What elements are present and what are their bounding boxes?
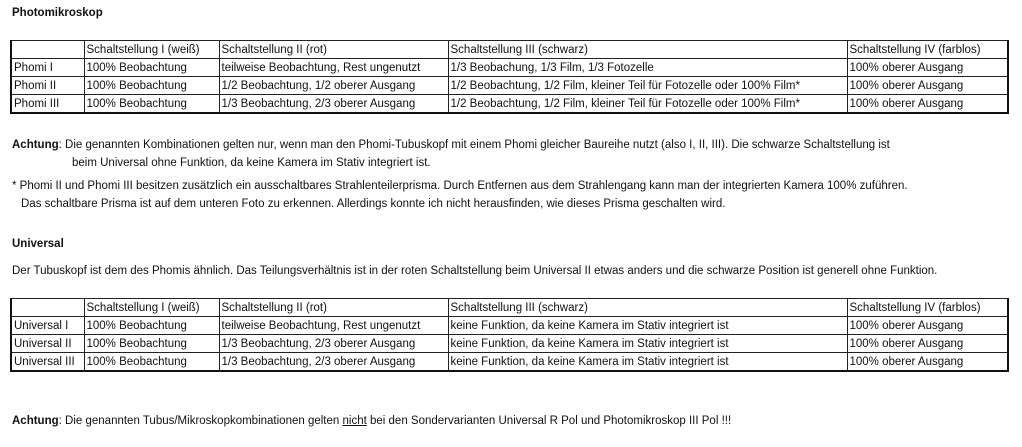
- row-label: Universal II: [11, 335, 84, 353]
- table-cell: 100% Beobachtung: [84, 77, 219, 95]
- column-header: Schaltstellung III (schwarz): [448, 41, 847, 59]
- column-header: [11, 299, 84, 317]
- table-cell: 1/3 Beobachung, 1/3 Film, 1/3 Fotozelle: [448, 59, 847, 77]
- table-row: [11, 77, 1008, 95]
- column-header: Schaltstellung II (rot): [219, 299, 448, 317]
- achtung-note: [12, 136, 890, 172]
- table-row: [11, 317, 1008, 335]
- table-cell: 100% Beobachtung: [84, 59, 219, 77]
- footnote: [12, 177, 908, 213]
- table-header-row: [11, 299, 1008, 317]
- table-cell: 100% oberer Ausgang: [847, 95, 1008, 114]
- table-cell: 1/3 Beobachtung, 2/3 oberer Ausgang: [219, 335, 448, 353]
- final-note-underlined: nicht: [342, 415, 367, 427]
- table-cell: 100% oberer Ausgang: [847, 335, 1008, 353]
- table-cell: 1/3 Beobachtung, 2/3 oberer Ausgang: [219, 95, 448, 114]
- table-cell: 1/3 Beobachtung, 2/3 oberer Ausgang: [219, 353, 448, 372]
- row-label: Universal III: [11, 353, 84, 372]
- table-cell: 100% Beobachtung: [84, 317, 219, 335]
- final-achtung-label: Achtung: [12, 415, 59, 427]
- universal-table: [10, 298, 1009, 372]
- achtung-note-line2: beim Universal ohne Funktion, da keine Kamera im Stativ integriert ist.: [72, 157, 431, 169]
- table-cell: teilweise Beobachtung, Rest ungenutzt: [219, 59, 448, 77]
- section-title-universal: Universal: [12, 238, 64, 250]
- table-row: [11, 59, 1008, 77]
- row-label: Phomi III: [11, 95, 84, 114]
- table-cell: 1/2 Beobachtung, 1/2 Film, kleiner Teil für Fotozelle oder 100% Film*: [448, 77, 847, 95]
- column-header: Schaltstellung IV (farblos): [847, 299, 1008, 317]
- table-cell: keine Funktion, da keine Kamera im Stativ integriert ist: [448, 335, 847, 353]
- table-header-row: [11, 41, 1008, 59]
- table-cell: 1/2 Beobachtung, 1/2 Film, kleiner Teil für Fotozelle oder 100% Film*: [448, 95, 847, 114]
- column-header: Schaltstellung III (schwarz): [448, 299, 847, 317]
- table-cell: teilweise Beobachtung, Rest ungenutzt: [219, 317, 448, 335]
- final-note-pre: : Die genannten Tubus/Mikroskopkombinationen gelten: [58, 415, 343, 427]
- table-row: [11, 353, 1008, 372]
- universal-intro: Der Tubuskopf ist dem des Phomis ähnlich. Das Teilungsverhältnis ist in der roten Schaltstellung beim Universal II etwas anders und die schwarze Position ist generell ohne Funktion.: [12, 265, 938, 277]
- column-header: Schaltstellung I (weiß): [84, 299, 219, 317]
- row-label: Phomi II: [11, 77, 84, 95]
- table-cell: 100% Beobachtung: [84, 95, 219, 114]
- column-header: Schaltstellung IV (farblos): [847, 41, 1008, 59]
- table-cell: 100% oberer Ausgang: [847, 353, 1008, 372]
- achtung-note-text: : Die genannten Kombinationen gelten nur, wenn man den Phomi-Tubuskopf mit einem Phomi gleicher Baureihe nutzt (also I, II, III). Die schwarze Schaltstellung ist: [58, 139, 890, 151]
- section-title-photomikroskop: Photomikroskop: [12, 7, 103, 19]
- final-achtung-note: [12, 412, 731, 430]
- column-header: Schaltstellung I (weiß): [84, 41, 219, 59]
- final-note-post: bei den Sondervarianten Universal R Pol und Photomikroskop III Pol !!!: [366, 415, 732, 427]
- table-cell: 100% oberer Ausgang: [847, 317, 1008, 335]
- column-header: Schaltstellung II (rot): [219, 41, 448, 59]
- footnote-line1: * Phomi II und Phomi III besitzen zusätzlich ein ausschaltbares Strahlenteilerprisma. Durch Entfernen aus dem Strahlengang kann man der integrierten Kamera 100% zuführen.: [12, 180, 908, 192]
- table-row: [11, 335, 1008, 353]
- table-cell: 100% oberer Ausgang: [847, 59, 1008, 77]
- column-header: [11, 41, 84, 59]
- table-row: [11, 95, 1008, 114]
- achtung-label: Achtung: [12, 139, 59, 151]
- table-cell: keine Funktion, da keine Kamera im Stativ integriert ist: [448, 353, 847, 372]
- table-cell: 1/2 Beobachtung, 1/2 oberer Ausgang: [219, 77, 448, 95]
- row-label: Universal I: [11, 317, 84, 335]
- row-label: Phomi I: [11, 59, 84, 77]
- footnote-line2: Das schaltbare Prisma ist auf dem unteren Foto zu erkennen. Allerdings konnte ich nicht herausfinden, wie dieses Prisma geschalten wird.: [21, 198, 726, 210]
- table-cell: keine Funktion, da keine Kamera im Stativ integriert ist: [448, 317, 847, 335]
- table-cell: 100% oberer Ausgang: [847, 77, 1008, 95]
- table-cell: 100% Beobachtung: [84, 335, 219, 353]
- table-cell: 100% Beobachtung: [84, 353, 219, 372]
- photomikroskop-table: [10, 40, 1009, 114]
